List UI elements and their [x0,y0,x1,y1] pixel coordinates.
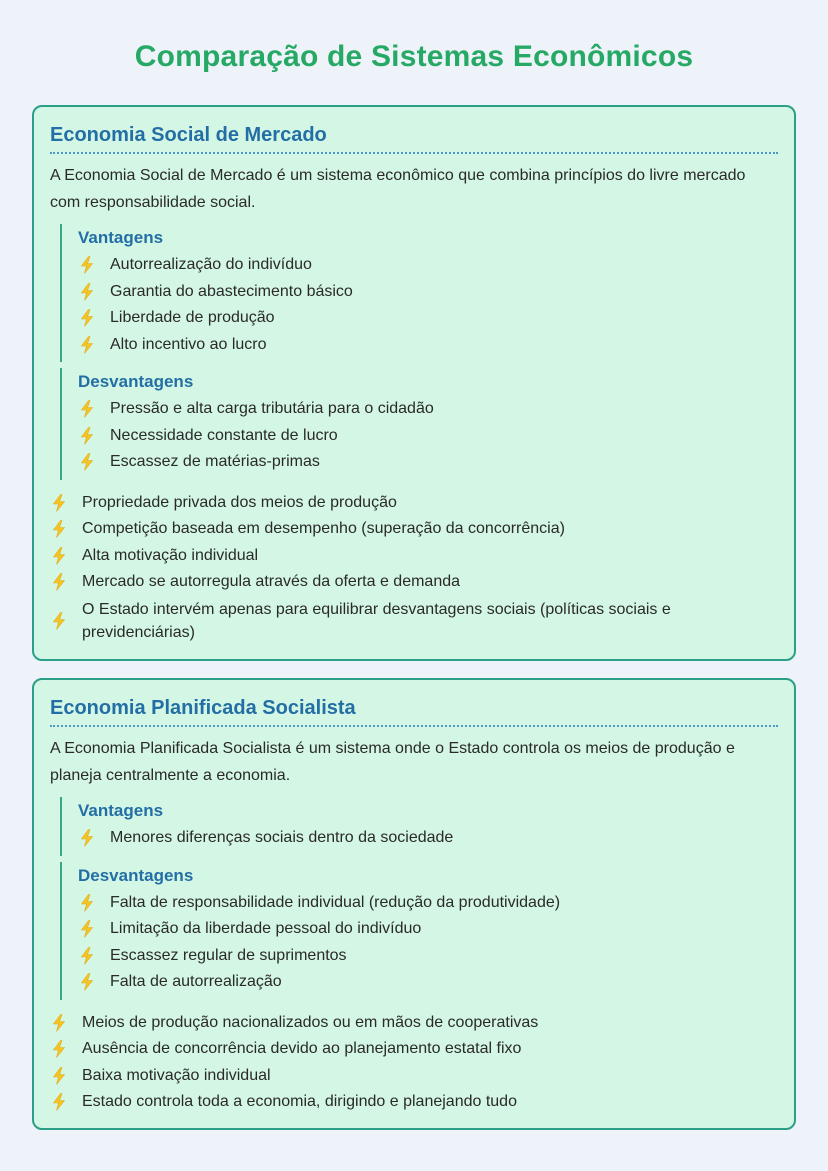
list-item [50,1089,778,1116]
lightning-bolt-icon [79,427,95,445]
section-card-social-market [32,105,796,661]
list-item-text: Propriedade privada dos meios de produção [82,493,397,511]
list-item [78,396,778,423]
list-item-text: Pressão e alta carga tributária para o cidadão [110,400,434,417]
lightning-bolt-icon [79,336,95,354]
list-item [50,1036,778,1063]
lightning-bolt-icon [79,920,95,938]
section-card-planned-economy [32,678,796,1130]
page-title: Comparação de Sistemas Econômicos [134,40,694,73]
characteristics-list [50,490,778,646]
list-item-text: Liberdade de produção [110,309,275,326]
disadvantages-list [78,890,778,996]
list-item [50,543,778,570]
list-item [78,825,778,852]
lightning-bolt-icon [79,829,95,847]
disadvantages-title: Desvantagens [78,865,194,885]
list-item [78,969,778,996]
advantages-title: Vantagens [78,801,164,820]
disadvantages-title: Desvantagens [78,372,194,391]
list-item-text: Menores diferenças sociais dentro da sociedade [110,829,454,846]
characteristics-list [50,1010,778,1116]
lightning-bolt-icon [51,573,67,591]
lightning-bolt-icon [79,400,95,418]
list-item-text: Necessidade constante de lucro [110,426,338,444]
lightning-bolt-icon [79,256,95,274]
list-item [50,490,778,517]
advantages-list [78,252,778,358]
list-item-text: Baixa motivação individual [82,1066,271,1084]
list-item [78,305,778,332]
lightning-bolt-icon [51,1014,67,1032]
list-item-text: O Estado intervém apenas para equilibrar desvantagens sociais (políticas sociais e previdenciárias) [82,600,671,641]
lightning-bolt-icon [79,894,95,912]
list-item-text: Meios de produção nacionalizados ou em mãos de cooperativas [82,1013,539,1031]
list-item [50,516,778,543]
list-item [78,890,778,917]
list-item-text: Falta de autorrealização [110,973,282,990]
lightning-bolt-icon [79,309,95,327]
disadvantages-list [78,396,778,476]
list-item [78,449,778,476]
list-item [78,916,778,943]
list-item-text: Limitação da liberdade pessoal do indivíduo [110,920,422,937]
lightning-bolt-icon [79,283,95,301]
list-item [50,1063,778,1090]
list-item-text: Garantia do abastecimento básico [110,282,353,300]
section-title: Economia Planificada Socialista [50,696,778,727]
list-item [78,279,778,306]
advantages-block [60,224,778,362]
lightning-bolt-icon [79,947,95,965]
lightning-bolt-icon [51,1067,67,1085]
lightning-bolt-icon [51,547,67,565]
lightning-bolt-icon [51,520,67,538]
lightning-bolt-icon [79,973,95,991]
lightning-bolt-icon [51,1040,67,1058]
list-item [50,1010,778,1037]
lightning-bolt-icon [51,494,67,512]
advantages-title: Vantagens [78,228,164,247]
list-item-text: Escassez de matérias-primas [110,453,320,470]
list-item-text: Falta de responsabilidade individual (redução da produtividade) [110,893,561,911]
list-item [78,943,778,970]
lightning-bolt-icon [51,1093,67,1111]
list-item-text: Escassez regular de suprimentos [110,946,347,964]
section-title: Economia Social de Mercado [50,123,778,154]
list-item [78,252,778,279]
lightning-bolt-icon [79,453,95,471]
list-item-text: Alta motivação individual [82,546,259,564]
disadvantages-block [60,862,778,1000]
list-item-text: Mercado se autorregula através da oferta e demanda [82,573,461,590]
advantages-block [60,797,778,856]
list-item-text: Alto incentivo ao lucro [110,335,267,353]
advantages-list [78,825,778,852]
list-item [78,332,778,359]
list-item-text: Estado controla toda a economia, dirigindo e planejando tudo [82,1093,517,1110]
list-item [78,423,778,450]
lightning-bolt-icon [51,612,67,630]
section-description: A Economia Planificada Socialista é um sistema onde o Estado controla os meios de produção e planeja centralmente a economia. [50,740,735,784]
list-item [50,569,778,596]
list-item-text: Competição baseada em desempenho (superação da concorrência) [82,520,565,537]
list-item-text: Ausência de concorrência devido ao planejamento estatal fixo [82,1040,522,1057]
disadvantages-block [60,368,778,480]
list-item-text: Autorrealização do indivíduo [110,256,312,273]
section-description: A Economia Social de Mercado é um sistema econômico que combina princípios do livre mercado com responsabilidade social. [50,167,746,211]
list-item [50,596,778,646]
